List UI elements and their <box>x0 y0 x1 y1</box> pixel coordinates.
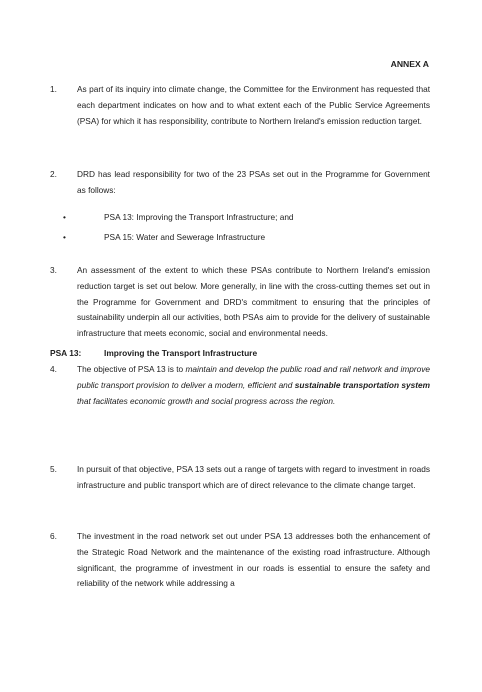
bullet-text: PSA 13: Improving the Transport Infrastructure; and <box>104 212 294 222</box>
paragraph-text: As part of its inquiry into climate change, the Committee for the Environment has requested that each department indicates on how and to what extent each of the Public Service Agreements (PSA) for which it has responsibility, contribute to Northern Ireland's emission reduction target. <box>77 84 430 126</box>
paragraph-text-bold-italic: sustainable transportation system <box>294 379 430 390</box>
paragraph-number: 6. <box>50 531 57 541</box>
bullet-text: PSA 15: Water and Sewerage Infrastructure <box>104 232 266 242</box>
paragraph-text: An assessment of the extent to which these PSAs contribute to Northern Ireland's emission reduction target is set out below. More generally, in line with the cross-cutting themes set out in the Programme for Government and DRD's commitment to ensuring that the principles of sustainability underpin all our activities, both PSAs aim to provide for the delivery of sustainable infrastructure that meets economic, social and environmental needs. <box>77 265 430 339</box>
bullet-item <box>50 210 430 226</box>
paragraph-number: 4. <box>50 364 57 374</box>
bullet-icon: • <box>63 232 66 242</box>
paragraph-number: 2. <box>50 169 57 179</box>
paragraph-number: 5. <box>50 464 57 474</box>
paragraph-number: 3. <box>50 265 57 275</box>
paragraph-text-italic-end: that facilitates economic growth and social progress across the region. <box>77 395 336 406</box>
paragraph-5 <box>50 462 430 494</box>
paragraph-6 <box>50 529 430 592</box>
paragraph-4 <box>50 362 430 409</box>
paragraph-text: DRD has lead responsibility for two of the 23 PSAs set out in the Programme for Government as follows: <box>77 169 430 195</box>
paragraph-1 <box>50 82 430 129</box>
section-heading-title: Improving the Transport Infrastructure <box>104 348 258 358</box>
paragraph-text: In pursuit of that objective, PSA 13 sets out a range of targets with regard to investment in roads infrastructure and public transport which are of direct relevance to the climate change target. <box>77 464 430 490</box>
bullet-item <box>50 230 430 246</box>
section-heading-label: PSA 13: <box>50 348 82 358</box>
paragraph-text-italic: maintain and develop the public road and rail network and improve public transport provision to deliver a modern, efficient and <box>77 364 430 390</box>
section-heading <box>50 348 257 359</box>
paragraph-text <box>77 362 430 409</box>
paragraph-text-plain: The objective of PSA 13 is to <box>77 364 186 374</box>
bullet-icon: • <box>63 212 66 222</box>
paragraph-text: The investment in the road network set out under PSA 13 addresses both the enhancement of the Strategic Road Network and the maintenance of the existing road infrastructure. Although significant, the programme of investment in our roads is essential to ensure the safety and reliability of the network while addressing a <box>77 531 430 589</box>
annex-label: ANNEX A <box>390 59 429 69</box>
paragraph-2 <box>50 167 430 199</box>
paragraph-number: 1. <box>50 84 57 94</box>
paragraph-3 <box>50 263 430 342</box>
